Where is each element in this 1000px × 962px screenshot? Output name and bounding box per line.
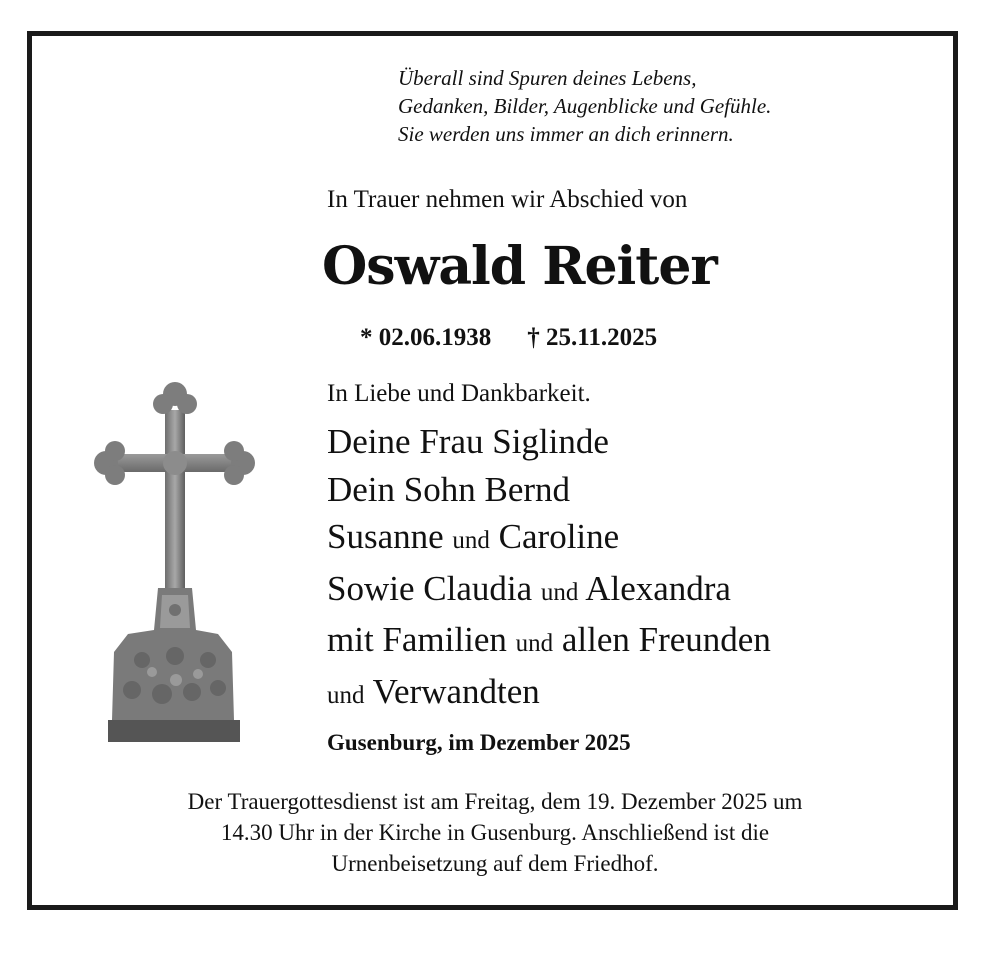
mourner-name: allen Freunden	[561, 620, 771, 659]
motto-line: Gedanken, Bilder, Augenblicke und Gefühle.	[398, 94, 772, 118]
service-info	[60, 786, 930, 879]
motto-line: Sie werden uns immer an dich erinnern.	[398, 122, 734, 146]
mourner-line	[327, 513, 771, 565]
mourner-line	[327, 466, 771, 514]
mourner-name: Sowie Claudia	[327, 568, 533, 608]
mourners-list	[327, 418, 771, 719]
death-date: † 25.11.2025	[527, 324, 658, 351]
mourner-line	[327, 668, 771, 720]
life-dates	[360, 324, 693, 352]
mourner-name: Susanne	[327, 517, 444, 556]
mourner-name: Caroline	[498, 517, 620, 556]
mourner-line	[327, 565, 771, 617]
mourner-name: Deine Frau Siglinde	[327, 422, 609, 461]
birth-date: * 02.06.1938	[360, 324, 492, 351]
conjunction: und	[327, 681, 365, 709]
motto-line: Überall sind Spuren deines Lebens,	[398, 66, 697, 90]
intro-text: In Trauer nehmen wir Abschied von	[327, 186, 688, 213]
dedication-text: In Liebe und Dankbarkeit.	[327, 380, 591, 407]
conjunction: und	[452, 527, 490, 554]
mourner-name: mit Familien	[327, 620, 507, 659]
deceased-name: Oswald Reiter	[322, 236, 717, 297]
service-line: Urnenbeisetzung auf dem Friedhof.	[331, 851, 659, 876]
mourner-name: Dein Sohn Bernd	[327, 469, 571, 509]
mourner-line	[327, 616, 771, 668]
motto-quote	[398, 64, 938, 148]
mourner-name: Alexandra	[585, 568, 731, 608]
service-line: 14.30 Uhr in der Kirche in Gusenburg. Anschließend ist die	[220, 820, 770, 845]
mourner-name: Verwandten	[372, 671, 540, 711]
place-date: Gusenburg, im Dezember 2025	[327, 730, 631, 755]
stone-cross-icon	[92, 380, 257, 748]
service-line: Der Trauergottesdienst ist am Freitag, dem 19. Dezember 2025 um	[187, 789, 803, 814]
mourner-line	[327, 418, 771, 466]
conjunction: und	[540, 578, 579, 606]
conjunction: und	[515, 630, 554, 657]
